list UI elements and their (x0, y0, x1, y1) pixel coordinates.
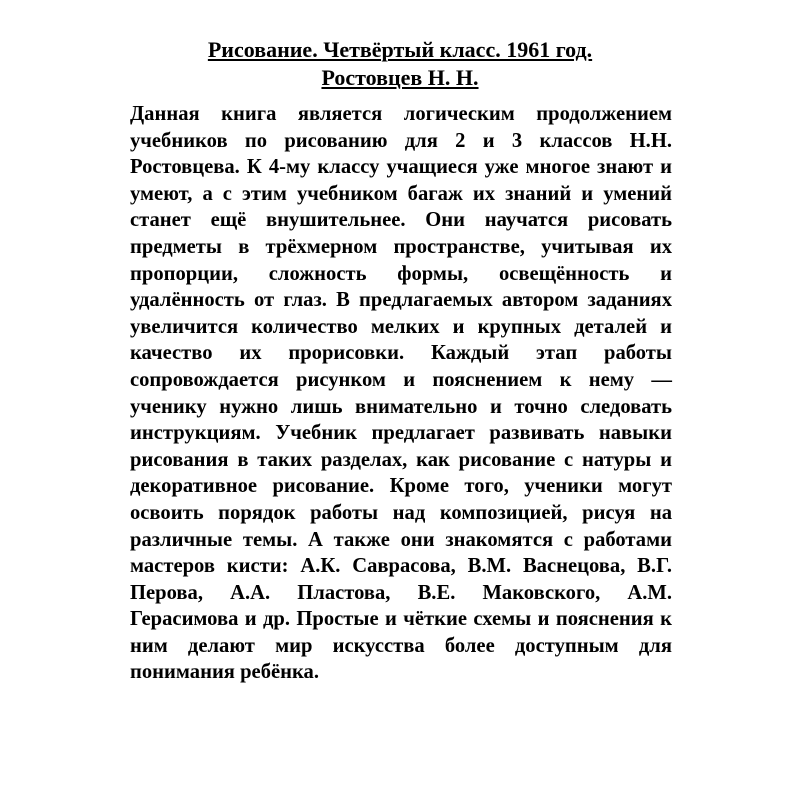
book-description: Данная книга является логическим продолжением учебников по рисованию для 2 и 3 классов Н.Н. Ростовцева. К 4-му классу учащиеся уже многое знают и умеют, а с этим учебником багаж их знаний и умений станет ещё внушительнее. Они научатся рисовать предметы в трёхмерном пространстве, учитывая их пропорции, сложность формы, освещённость и удалённость от глаз. В предлагаемых автором заданиях увеличится количество мелких и крупных деталей и качество их прорисовки. Каждый этап работы сопровождается рисунком и пояснением к нему — ученику нужно лишь внимательно и точно следовать инструкциям. Учебник предлагает развивать навыки рисования в таких разделах, как рисование с натуры и декоративное рисование. Кроме того, ученики могут освоить порядок работы над композицией, рисуя на различные темы. А также они знакомятся с работами мастеров кисти: А.К. Саврасова, В.М. Васнецова, В.Г. Перова, А.А. Пластова, В.Е. Маковского, А.М. Герасимова и др. Простые и чёткие схемы и пояснения к ним делают мир искусства более доступным для понимания ребёнка. (130, 103, 672, 684)
book-author: Ростовцев Н. Н. (321, 65, 479, 90)
document-header (0, 36, 800, 92)
book-title: Рисование. Четвёртый класс. 1961 год. (207, 37, 593, 62)
